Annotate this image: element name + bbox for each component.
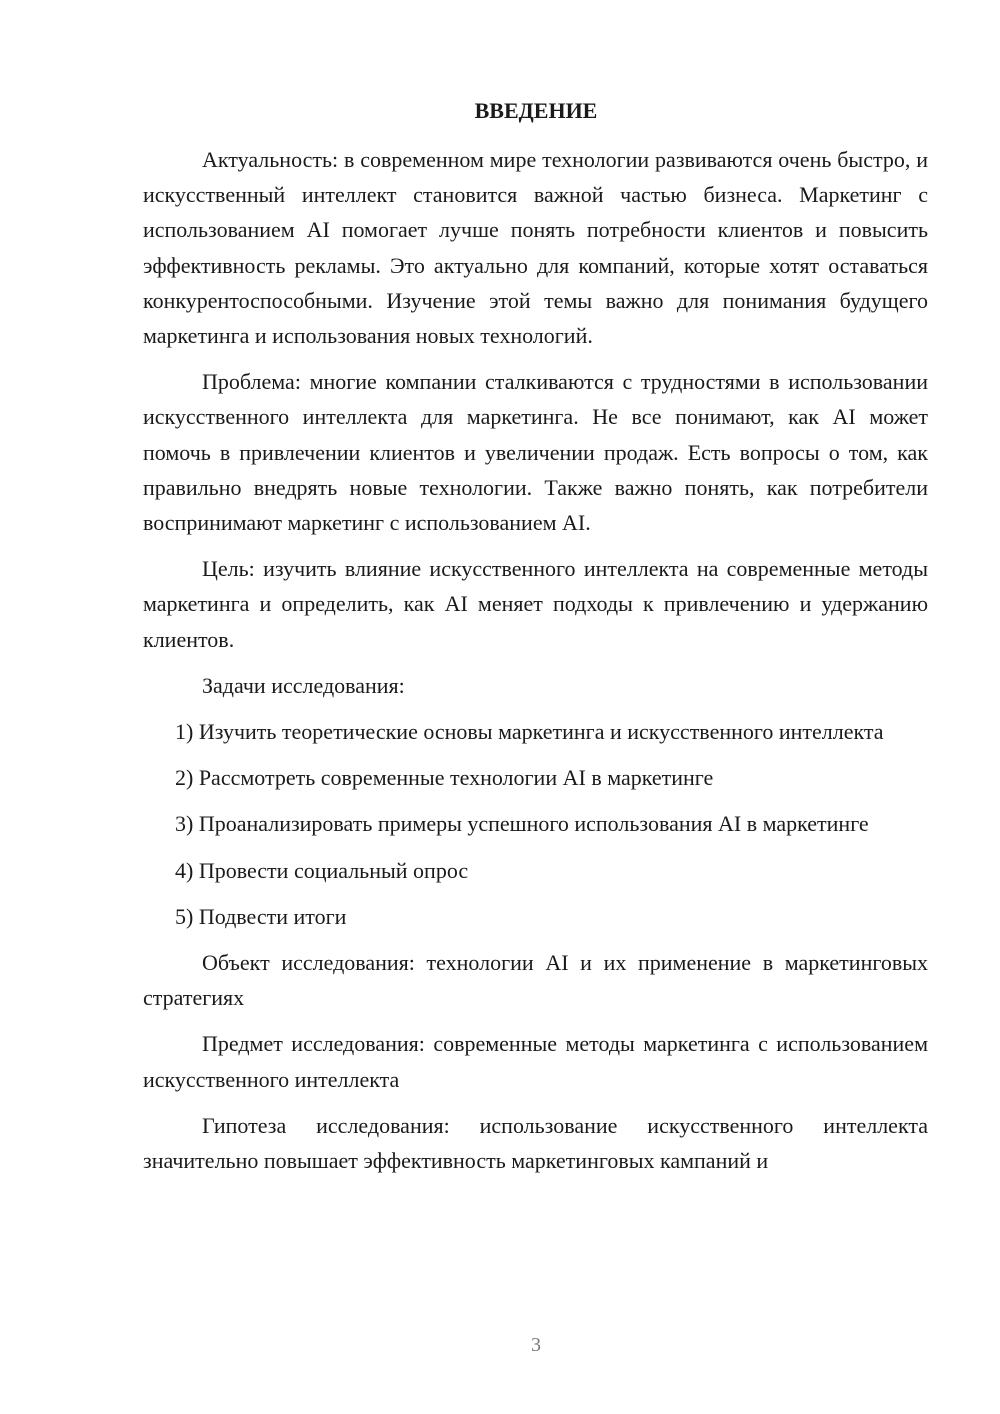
paragraph-problem: Проблема: многие компании сталкиваются с трудностями в использовании искусственного интеллекта для маркетинга. Не все понимают, как AI может помочь в привлечении клиентов и увеличении продаж. Есть вопросы о том, как правильно внедрять новые технологии. Также важно понять, как потребители воспринимают маркетинг с использованием AI. xyxy=(143,369,928,536)
list-item-task-4: 4) Провести социальный опрос xyxy=(175,857,469,883)
tasks-title: Задачи исследования: xyxy=(202,672,405,698)
paragraph-goal: Цель: изучить влияние искусственного интеллекта на современные методы маркетинга и определить, как AI меняет подходы к привлечению и удержанию клиентов. xyxy=(143,556,928,652)
page-title: ВВЕДЕНИЕ xyxy=(474,98,598,123)
list-item-task-3: 3) Проанализировать примеры успешного использования AI в маркетинге xyxy=(175,811,869,837)
paragraph-subject: Предмет исследования: современные методы маркетинга с использованием искусственного интеллекта xyxy=(143,1031,928,1092)
paragraph-object: Объект исследования: технологии AI и их применение в маркетинговых стратегиях xyxy=(143,950,928,1011)
list-item-task-1: 1) Изучить теоретические основы маркетинга и искусственного интеллекта xyxy=(175,719,884,745)
list-item-task-5: 5) Подвести итоги xyxy=(175,903,347,929)
list-item-task-2: 2) Рассмотреть современные технологии AI в маркетинге xyxy=(175,765,714,791)
document-body xyxy=(143,142,928,1189)
paragraph-relevance: Актуальность: в современном мире технологии развиваются очень быстро, и искусственный интеллект становится важной частью бизнеса. Маркетинг с использованием AI помогает лучше понять потребности клиентов и повысить эффективность рекламы. Это актуально для компаний, которые хотят оставаться конкурентоспособными. Изучение этой темы важно для понимания будущего маркетинга и использования новых технологий. xyxy=(143,147,928,349)
paragraph-hypothesis: Гипотеза исследования: использование искусственного интеллекта значительно повышает эффективность маркетинговых кампаний и xyxy=(143,1112,928,1174)
page-number: 3 xyxy=(531,1334,541,1356)
